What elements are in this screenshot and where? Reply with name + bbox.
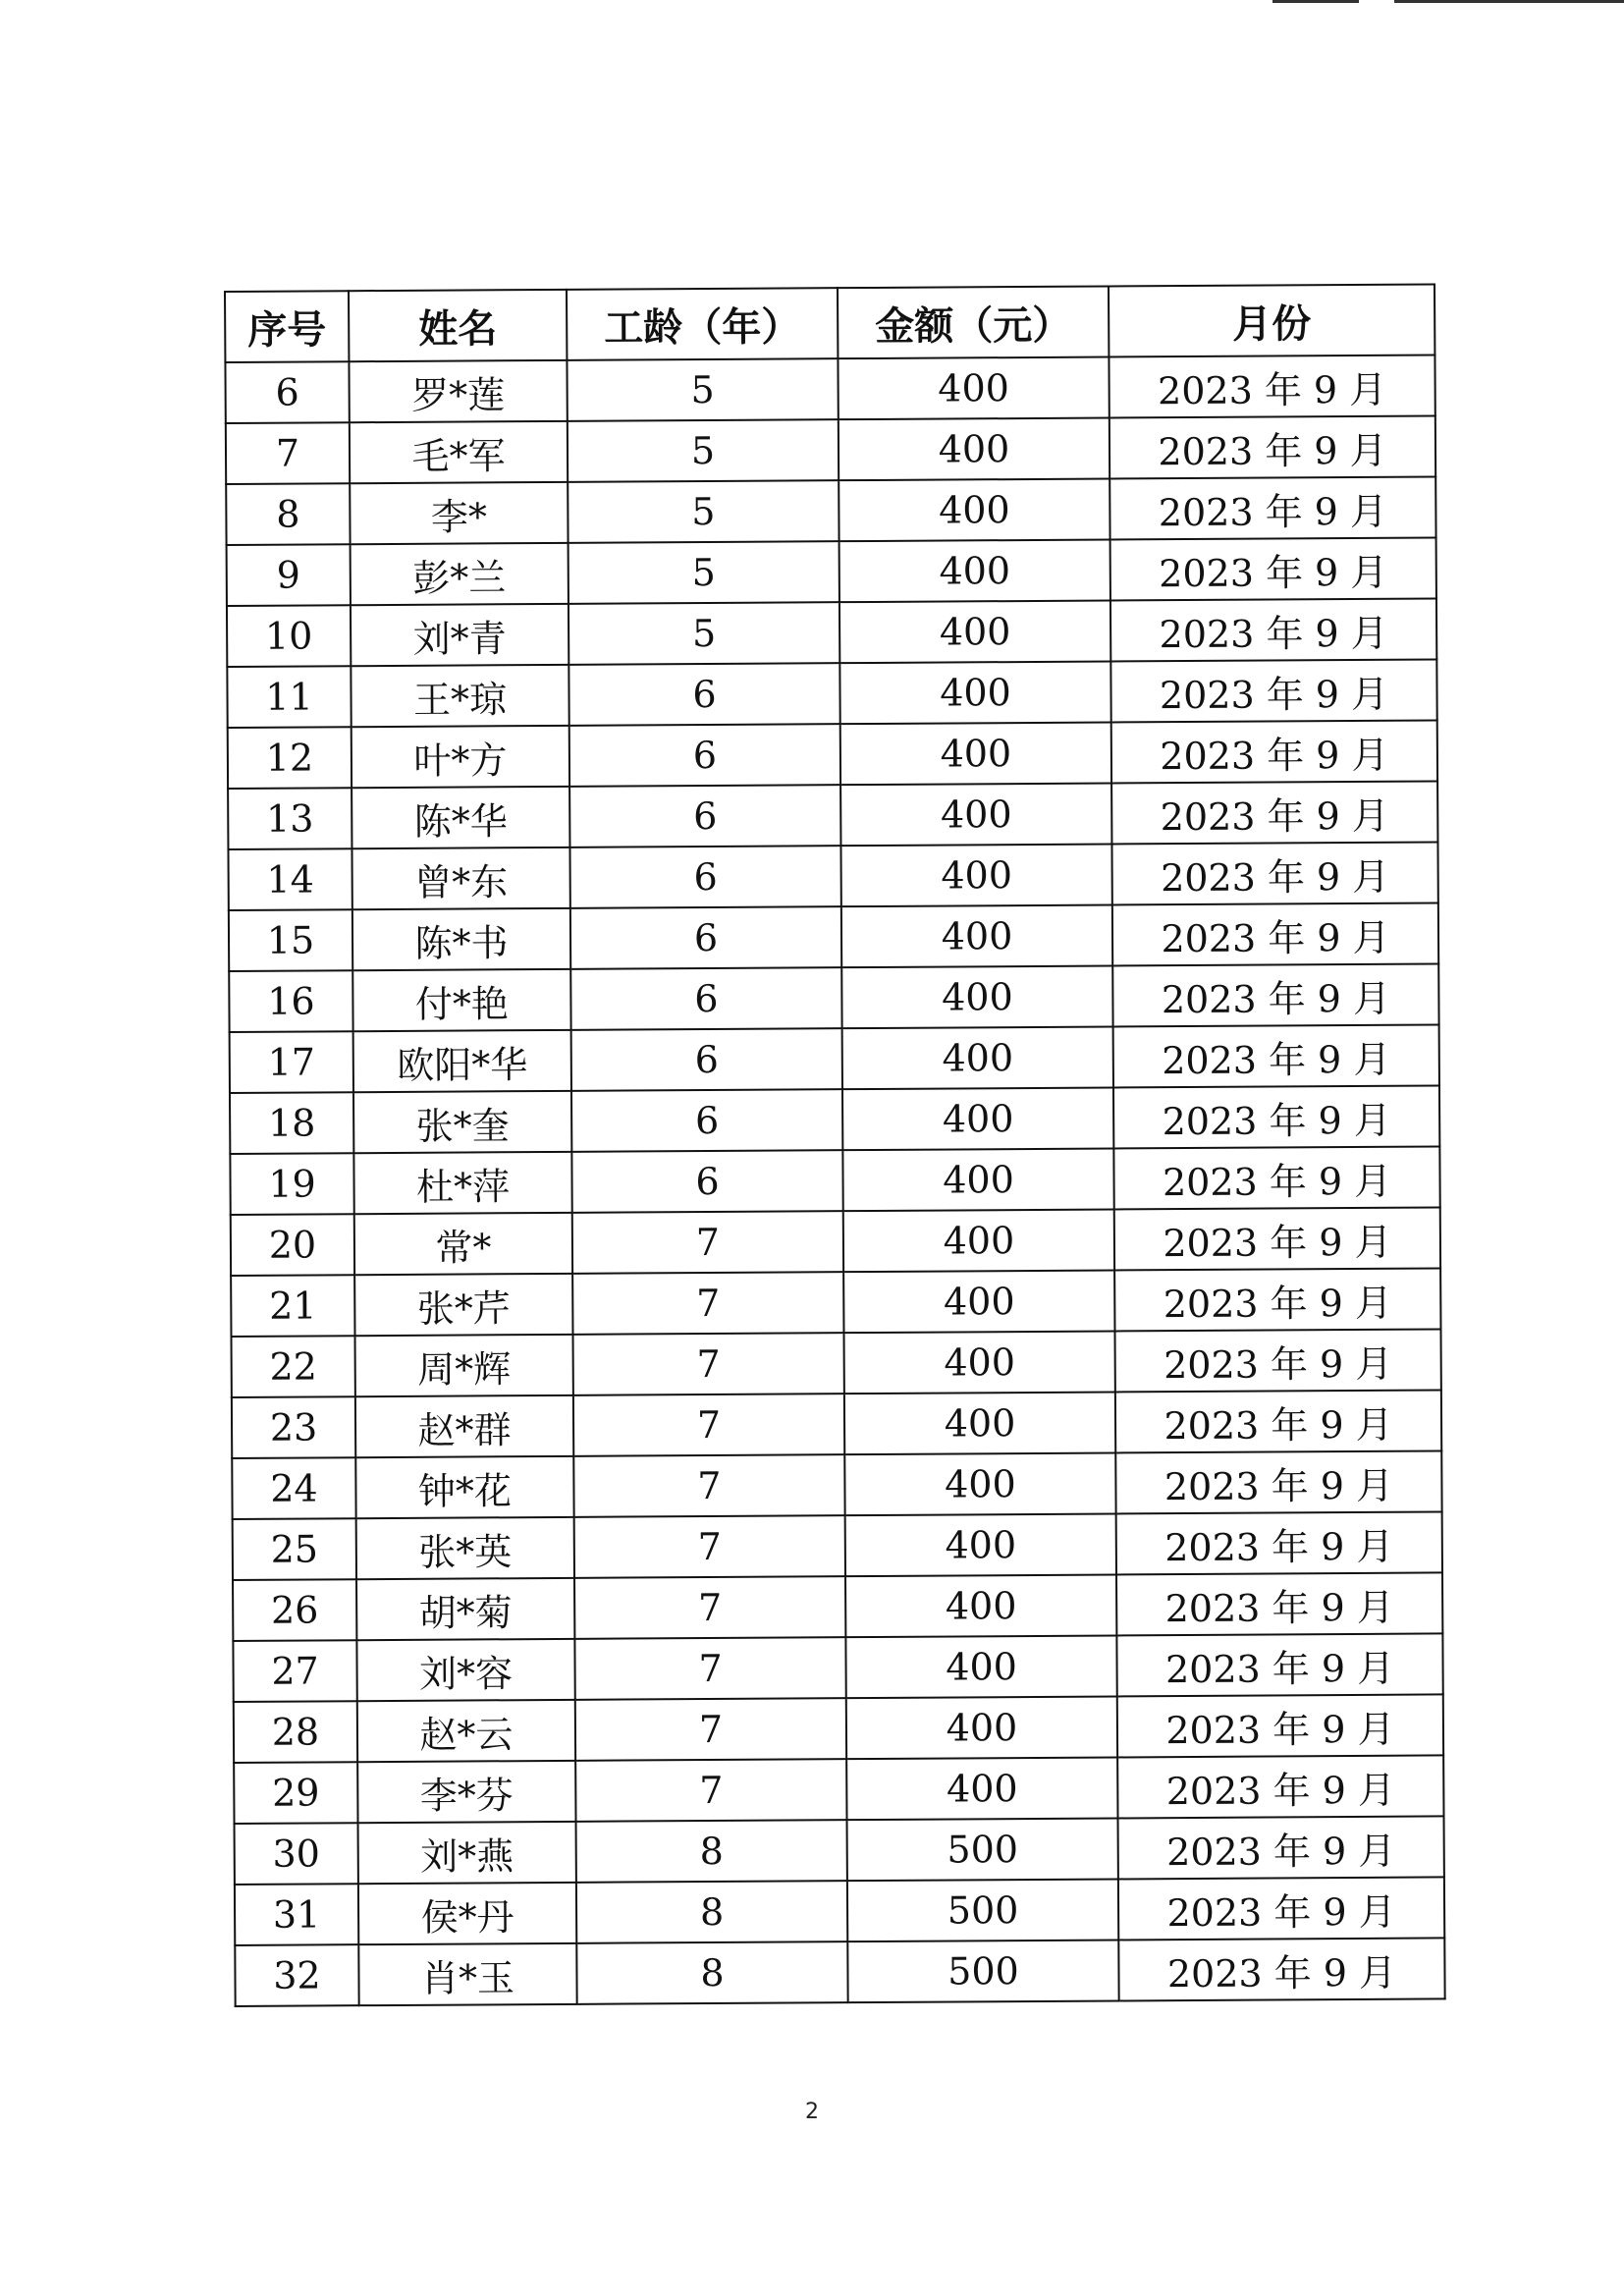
cell-years: 8 — [576, 1941, 847, 2004]
cell-amount: 400 — [844, 1392, 1115, 1454]
table-row — [232, 1390, 1441, 1458]
table-header-row — [225, 284, 1435, 362]
cell-amount: 400 — [840, 844, 1111, 906]
cell-name: 张*英 — [356, 1517, 574, 1579]
cell-month: 2023 年 9 月 — [1110, 415, 1435, 478]
cell-seq: 20 — [231, 1214, 354, 1276]
cell-name: 李* — [350, 482, 568, 544]
table-body — [225, 355, 1444, 2005]
cell-years: 7 — [573, 1454, 844, 1517]
top-rule-left — [1272, 0, 1359, 3]
cell-seq: 24 — [232, 1457, 355, 1519]
cell-amount: 400 — [840, 722, 1111, 785]
cell-amount: 400 — [840, 783, 1111, 846]
cell-name: 刘*燕 — [358, 1822, 576, 1884]
table-row — [229, 902, 1438, 971]
table-row — [230, 1146, 1439, 1215]
cell-seq: 31 — [235, 1884, 358, 1945]
cell-amount: 400 — [838, 356, 1109, 419]
cell-month: 2023 年 9 月 — [1113, 1146, 1439, 1209]
cell-name: 赵*云 — [357, 1700, 575, 1762]
cell-seq: 26 — [233, 1579, 356, 1641]
header-seq: 序号 — [225, 291, 349, 362]
cell-amount: 400 — [841, 965, 1112, 1028]
cell-name: 叶*方 — [352, 726, 569, 788]
cell-month: 2023 年 9 月 — [1118, 1816, 1444, 1879]
cell-month: 2023 年 9 月 — [1116, 1511, 1442, 1574]
header-amount: 金额（元） — [838, 286, 1109, 358]
table-row — [226, 476, 1435, 545]
cell-years: 6 — [570, 967, 841, 1030]
table-row — [226, 415, 1435, 484]
cell-amount: 500 — [847, 1879, 1118, 1941]
cell-seq: 19 — [230, 1153, 353, 1215]
cell-years: 7 — [574, 1515, 845, 1578]
cell-name: 侯*丹 — [358, 1883, 576, 1944]
table-row — [225, 355, 1435, 423]
table-row — [235, 1938, 1444, 2006]
cell-seq: 27 — [233, 1640, 356, 1702]
cell-name: 钟*花 — [355, 1456, 573, 1518]
cell-month: 2023 年 9 月 — [1117, 1755, 1443, 1818]
cell-years: 7 — [574, 1576, 845, 1639]
cell-month: 2023 年 9 月 — [1110, 537, 1436, 600]
top-rule-right — [1394, 0, 1624, 3]
cell-amount: 400 — [845, 1513, 1116, 1576]
table-row — [233, 1572, 1442, 1641]
cell-name: 刘*青 — [351, 604, 568, 666]
cell-seq: 22 — [232, 1336, 355, 1397]
cell-years: 7 — [572, 1272, 843, 1335]
table-row — [228, 842, 1437, 910]
cell-month: 2023 年 9 月 — [1115, 1450, 1441, 1513]
cell-seq: 17 — [230, 1031, 353, 1093]
cell-amount: 500 — [847, 1818, 1118, 1881]
cell-name: 周*辉 — [355, 1335, 573, 1396]
cell-amount: 400 — [844, 1452, 1115, 1515]
table-row — [230, 1085, 1439, 1154]
cell-month: 2023 年 9 月 — [1113, 1024, 1439, 1087]
cell-month: 2023 年 9 月 — [1117, 1694, 1443, 1757]
cell-name: 肖*玉 — [358, 1943, 576, 2005]
cell-month: 2023 年 9 月 — [1114, 1207, 1440, 1270]
cell-month: 2023 年 9 月 — [1112, 902, 1438, 965]
table-row — [230, 1024, 1439, 1093]
cell-seq: 32 — [235, 1944, 358, 2006]
cell-years: 8 — [576, 1820, 847, 1883]
table-row — [231, 1207, 1440, 1276]
table-row — [232, 1450, 1441, 1519]
cell-seq: 30 — [235, 1823, 358, 1885]
cell-month: 2023 年 9 月 — [1111, 781, 1437, 844]
cell-name: 陈*书 — [352, 908, 570, 970]
cell-years: 7 — [574, 1637, 845, 1700]
cell-seq: 6 — [225, 361, 349, 423]
cell-month: 2023 年 9 月 — [1109, 355, 1435, 417]
table-row — [235, 1816, 1444, 1885]
cell-name: 赵*群 — [355, 1395, 573, 1457]
allowance-table — [224, 283, 1446, 2007]
cell-seq: 16 — [229, 970, 352, 1032]
cell-years: 5 — [567, 358, 838, 421]
cell-years: 7 — [573, 1394, 844, 1456]
table-row — [234, 1694, 1443, 1763]
cell-amount: 400 — [845, 1574, 1116, 1637]
cell-years: 7 — [575, 1698, 846, 1761]
cell-amount: 400 — [843, 1209, 1114, 1272]
cell-years: 7 — [575, 1759, 846, 1822]
cell-month: 2023 年 9 月 — [1114, 1268, 1440, 1331]
cell-amount: 400 — [839, 539, 1110, 602]
cell-amount: 400 — [846, 1696, 1117, 1759]
cell-years: 5 — [568, 541, 839, 604]
cell-name: 常* — [354, 1213, 572, 1275]
table-row — [232, 1329, 1441, 1397]
cell-years: 6 — [568, 663, 839, 726]
cell-month: 2023 年 9 月 — [1118, 1938, 1444, 2000]
cell-name: 毛*军 — [350, 421, 568, 483]
cell-amount: 400 — [839, 417, 1110, 480]
cell-amount: 400 — [842, 1087, 1113, 1150]
cell-name: 陈*华 — [352, 787, 569, 848]
cell-amount: 400 — [842, 1026, 1113, 1089]
cell-name: 张*奎 — [353, 1091, 571, 1153]
cell-years: 6 — [571, 1150, 842, 1213]
cell-years: 7 — [572, 1333, 843, 1395]
table-row — [227, 537, 1436, 606]
cell-seq: 21 — [231, 1275, 354, 1337]
cell-amount: 400 — [839, 661, 1110, 724]
cell-amount: 400 — [839, 478, 1110, 541]
table-row — [233, 1633, 1442, 1702]
cell-years: 5 — [568, 602, 839, 665]
cell-amount: 400 — [839, 600, 1110, 663]
cell-years: 5 — [568, 419, 839, 482]
cell-month: 2023 年 9 月 — [1111, 720, 1437, 783]
cell-seq: 18 — [230, 1092, 353, 1154]
cell-seq: 9 — [227, 544, 351, 606]
cell-seq: 25 — [233, 1518, 356, 1580]
cell-amount: 400 — [846, 1757, 1117, 1820]
table-row — [228, 781, 1437, 849]
cell-name: 罗*莲 — [349, 360, 567, 422]
cell-seq: 7 — [226, 422, 350, 484]
cell-years: 5 — [568, 480, 839, 543]
table-row — [231, 1268, 1440, 1337]
cell-seq: 14 — [228, 848, 352, 910]
cell-seq: 11 — [227, 666, 351, 728]
table-row — [235, 1877, 1444, 1945]
cell-month: 2023 年 9 月 — [1110, 476, 1435, 539]
cell-month: 2023 年 9 月 — [1112, 963, 1438, 1026]
cell-years: 8 — [576, 1881, 847, 1943]
cell-seq: 15 — [229, 909, 352, 971]
cell-name: 欧阳*华 — [353, 1030, 571, 1092]
cell-name: 张*芹 — [354, 1274, 572, 1336]
cell-years: 6 — [571, 1028, 842, 1091]
table-row — [228, 720, 1437, 789]
cell-years: 6 — [569, 846, 840, 908]
table-row — [233, 1511, 1442, 1580]
cell-month: 2023 年 9 月 — [1110, 598, 1436, 661]
table-row — [234, 1755, 1443, 1824]
cell-seq: 28 — [234, 1701, 357, 1763]
cell-month: 2023 年 9 月 — [1114, 1329, 1440, 1392]
cell-amount: 400 — [843, 1331, 1114, 1394]
cell-name: 曾*东 — [352, 847, 569, 909]
cell-seq: 8 — [226, 483, 350, 545]
cell-month: 2023 年 9 月 — [1116, 1633, 1442, 1696]
cell-years: 6 — [570, 906, 841, 969]
cell-month: 2023 年 9 月 — [1118, 1877, 1444, 1940]
page-number: 2 — [805, 2100, 819, 2124]
cell-amount: 400 — [845, 1635, 1116, 1698]
cell-name: 付*艳 — [352, 969, 570, 1031]
cell-name: 王*琼 — [351, 665, 568, 727]
cell-years: 7 — [572, 1211, 843, 1274]
cell-name: 李*芬 — [357, 1761, 575, 1823]
header-years: 工龄（年） — [567, 288, 838, 360]
cell-seq: 13 — [228, 788, 352, 849]
header-month: 月份 — [1109, 284, 1435, 356]
table-row — [227, 598, 1436, 667]
cell-years: 6 — [569, 724, 840, 787]
cell-month: 2023 年 9 月 — [1113, 1085, 1439, 1148]
cell-name: 彭*兰 — [351, 543, 568, 605]
cell-month: 2023 年 9 月 — [1110, 659, 1436, 722]
cell-years: 6 — [571, 1089, 842, 1152]
cell-amount: 500 — [847, 1940, 1118, 2002]
cell-seq: 23 — [232, 1396, 355, 1458]
cell-name: 胡*菊 — [356, 1578, 574, 1640]
cell-month: 2023 年 9 月 — [1115, 1390, 1441, 1452]
cell-name: 杜*萍 — [353, 1152, 571, 1214]
cell-name: 刘*容 — [356, 1639, 574, 1701]
cell-seq: 29 — [234, 1762, 357, 1824]
cell-years: 6 — [569, 785, 840, 847]
cell-amount: 400 — [843, 1270, 1114, 1333]
header-name: 姓名 — [349, 290, 567, 361]
cell-amount: 400 — [841, 904, 1112, 967]
cell-month: 2023 年 9 月 — [1116, 1572, 1442, 1635]
cell-seq: 10 — [227, 605, 351, 667]
table-row — [227, 659, 1436, 728]
cell-month: 2023 年 9 月 — [1111, 842, 1437, 904]
table-row — [229, 963, 1438, 1032]
cell-seq: 12 — [228, 727, 352, 789]
cell-amount: 400 — [842, 1148, 1113, 1211]
